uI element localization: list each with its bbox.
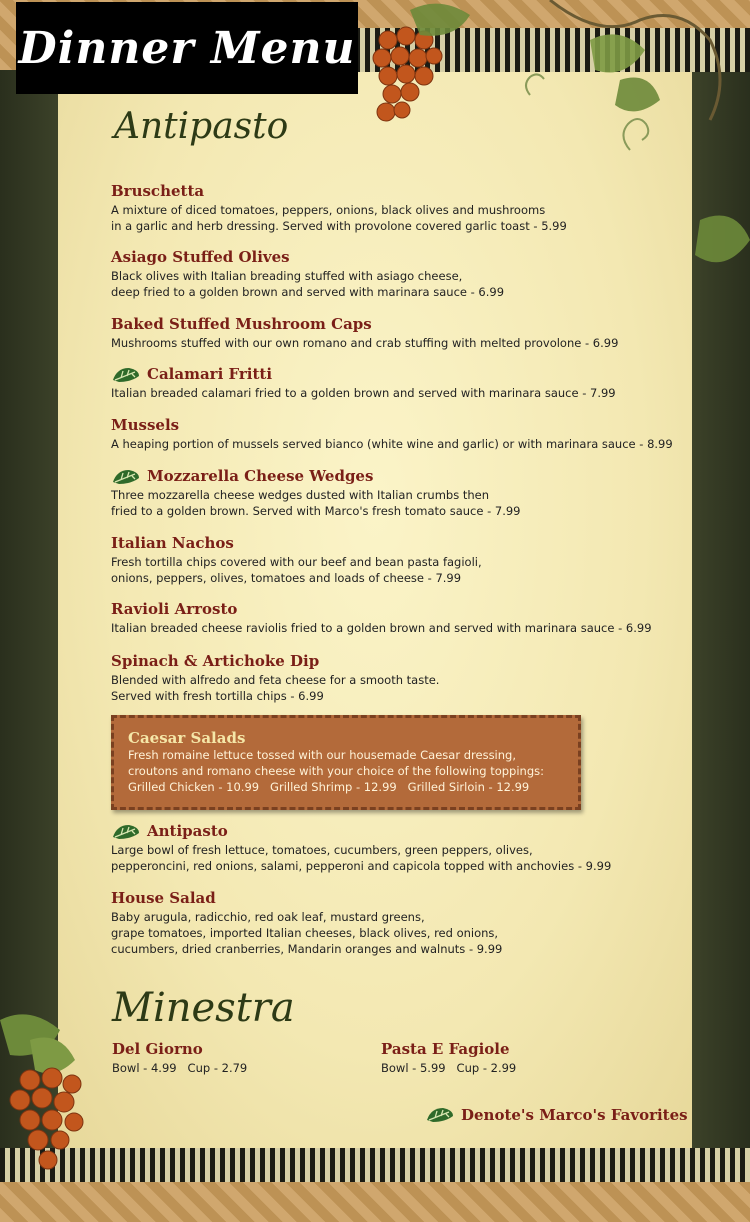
section-title-antipasto: Antipasto [114,106,289,147]
title-banner [16,2,358,94]
bottom-border [0,1182,750,1222]
menu-item-mozzarella-cheese-wedges [111,467,671,519]
page-title: Dinner Menu [18,22,356,74]
item-name: Pasta E Fagiole [381,1040,510,1058]
menu-item-italian-nachos [111,534,671,586]
menu-item-antipasto [111,822,671,874]
item-name: Mozzarella Cheese Wedges [147,467,374,485]
caesar-salads-box [111,715,581,810]
menu-item-spinach-artichoke-dip [111,652,671,704]
item-name: Caesar Salads [128,729,246,747]
left-border [0,70,60,1170]
menu-item-calamari-fritti [111,365,671,401]
item-name: Spinach & Artichoke Dip [111,652,320,670]
item-description: Blended with alfredo and feta cheese for a smooth taste. Served with fresh tortilla chips - 6.99 [111,673,440,703]
soup-del-giorno [112,1040,247,1076]
vine-leaves-top-icon [380,0,750,290]
item-description: Fresh romaine lettuce tossed with our housemade Caesar dressing, croutons and romano cheese with your choice of the following toppings: Grilled Chicken - 10.99 Grilled Shrimp - 12.99 Grilled Sirloin - 12.99 [128,748,544,794]
menu-item-mussels [111,416,671,452]
item-name: Del Giorno [112,1040,203,1058]
item-description: Mushrooms stuffed with our own romano and crab stuffing with melted provolone - 6.99 [111,336,619,350]
menu-item-asiago-stuffed-olives [111,248,671,300]
item-description: Baby arugula, radicchio, red oak leaf, mustard greens, grape tomatoes, imported Italian cheeses, black olives, red onions, cucumbers, dried cranberries, Mandarin oranges and walnuts - 9.99 [111,910,503,956]
soup-pasta-e-fagiole [381,1040,516,1076]
item-name: House Salad [111,889,216,907]
item-description: Italian breaded cheese raviolis fried to a golden brown and served with marinara sauce - 6.99 [111,621,652,635]
favorite-leaf-icon [111,468,141,486]
favorite-leaf-icon [111,366,141,384]
item-name: Mussels [111,416,180,434]
item-description: Italian breaded calamari fried to a golden brown and served with marinara sauce - 7.99 [111,386,616,400]
item-description: Fresh tortilla chips covered with our beef and bean pasta fagioli, onions, peppers, olives, tomatoes and loads of cheese - 7.99 [111,555,482,585]
favorite-leaf-icon [425,1106,455,1124]
item-description: Three mozzarella cheese wedges dusted with Italian crumbs then fried to a golden brown. Served with Marco's fresh tomato sauce - 7.99 [111,488,521,518]
item-name: Baked Stuffed Mushroom Caps [111,315,372,333]
item-name: Calamari Fritti [147,365,273,383]
item-description: Black olives with Italian breading stuffed with asiago cheese, deep fried to a golden brown and served with marinara sauce - 6.99 [111,269,505,299]
item-description: Large bowl of fresh lettuce, tomatoes, cucumbers, green peppers, olives, pepperoncini, red onions, salami, pepperoni and capicola topped with anchovies - 9.99 [111,843,612,873]
item-name: Antipasto [147,822,228,840]
item-name: Bruschetta [111,182,205,200]
item-name: Italian Nachos [111,534,234,552]
item-prices: Bowl - 4.99 Cup - 2.79 [112,1061,248,1075]
bottom-stripes [0,1148,750,1182]
section-title-minestra: Minestra [112,985,295,1031]
favorites-legend-text: Denote's Marco's Favorites [461,1106,688,1124]
item-name: Ravioli Arrosto [111,600,238,618]
item-name: Asiago Stuffed Olives [111,248,290,266]
item-prices: Bowl - 5.99 Cup - 2.99 [381,1061,517,1075]
item-description: A mixture of diced tomatoes, peppers, onions, black olives and mushrooms in a garlic and herb dressing. Served with provolone covered garlic toast - 5.99 [111,203,567,233]
menu-item-house-salad [111,889,671,957]
menu-item-ravioli-arrosto [111,600,671,636]
grapes-bottom-icon [0,1010,100,1190]
favorite-leaf-icon [111,823,141,841]
item-description: A heaping portion of mussels served bianco (white wine and garlic) or with marinara sauce - 8.99 [111,437,673,451]
menu-item-baked-stuffed-mushroom-caps [111,315,671,351]
menu-item-bruschetta [111,182,671,234]
favorites-legend [425,1106,688,1124]
